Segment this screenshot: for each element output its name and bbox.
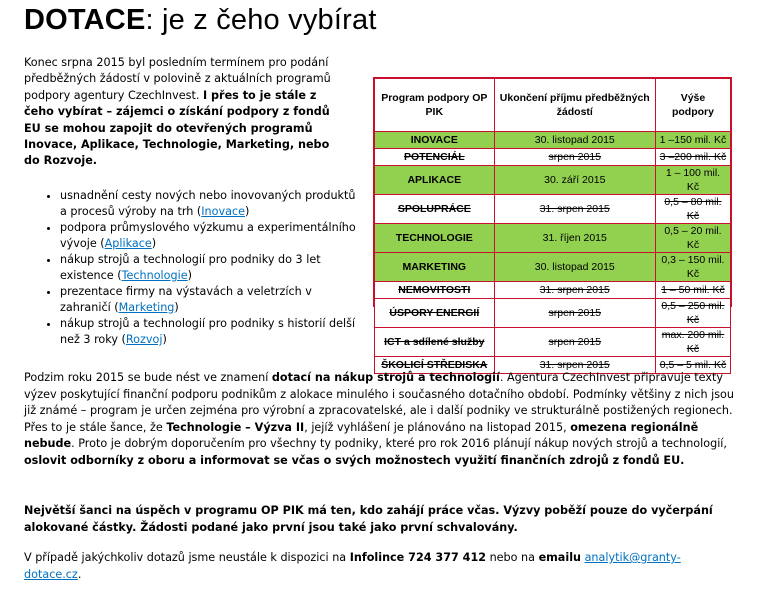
deadline: 31. srpen 2015	[494, 195, 655, 224]
link-aplikace[interactable]: Aplikace	[104, 237, 152, 250]
bullet-item-technologie	[60, 252, 360, 284]
amount: 1 –150 mil. Kč	[655, 132, 730, 149]
link-inovace[interactable]: Inovace	[201, 205, 245, 218]
program-name: MARKETING	[375, 253, 495, 282]
title-prefix: DOTACE	[24, 4, 146, 36]
text-span: . Proto je dobrým doporučením pro všechny ty podniky, které pro rok 2016 plánují nákup nových strojů a technologií,	[71, 437, 727, 451]
header-deadline: Ukončení příjmu předběžných žádostí	[494, 79, 655, 132]
link-marketing[interactable]: Marketing	[118, 301, 175, 314]
deadline: 30. listopad 2015	[494, 253, 655, 282]
amount: 1 – 100 mil. Kč	[655, 166, 730, 195]
text-span: . Agentura CzechInvest připravuje texty výzev poskytující finanční podporu podnikům z alokace minulého i současného dotačního období. Podmínky většiny z nich jsou již známé – program je určen zejména pro výrobní a zpracovatelské, ale i další podniky ve strukturálně postižených regionech. Přes to je stále šance, že	[24, 371, 734, 434]
bold-span: omezena regionálně nebude	[24, 420, 699, 451]
table-row	[375, 132, 731, 149]
table-row	[375, 195, 731, 224]
program-name: POTENCIÁL	[375, 149, 495, 166]
amount: 0,5 – 20 mil. Kč	[655, 224, 730, 253]
table-row	[375, 282, 731, 299]
bullet-text: usnadnění cesty nových nebo inovovaných produktů a procesů výroby na trh (	[60, 189, 356, 218]
header-amount: Výše podpory	[655, 79, 730, 132]
amount: 0,5 – 80 mil. Kč	[655, 195, 730, 224]
bullet-text: prezentace firmy na výstavách a veletrzích v zahraničí (	[60, 285, 312, 314]
table-row	[375, 166, 731, 195]
bullet-end: )	[245, 205, 250, 218]
intro-text: Konec srpna 2015 byl posledním termínem pro podání předběžných žádostí v polovině z aktuálních programů podpory agentury CzechInvest.	[24, 56, 331, 102]
program-name: ÚSPORY ENERGIÍ	[375, 299, 495, 328]
bullet-item-inovace	[60, 188, 360, 220]
bullet-text: nákup strojů a technologií pro podniky do 3 let existence (	[60, 253, 321, 282]
program-name: ICT a sdílené služby	[375, 328, 495, 357]
table-header-row	[375, 79, 731, 132]
autumn-paragraph	[24, 370, 736, 470]
program-name: INOVACE	[375, 132, 495, 149]
deadline: srpen 2015	[494, 149, 655, 166]
contact-paragraph	[24, 550, 736, 583]
bullet-text: podpora průmyslového výzkumu a experimentálního vývoje (	[60, 221, 356, 250]
deadline: 31. srpen 2015	[494, 282, 655, 299]
deadline: 31. říjen 2015	[494, 224, 655, 253]
email-label: emailu	[538, 551, 581, 564]
text-span: , jejíž vyhlášení je plánováno na listopad 2015,	[304, 420, 571, 434]
program-table	[374, 78, 731, 374]
email-link[interactable]: analytik@granty-dotace.cz	[24, 551, 681, 581]
intro-paragraph	[24, 55, 344, 170]
bullet-item-marketing	[60, 284, 360, 316]
program-name: NEMOVITOSTI	[375, 282, 495, 299]
program-name: ŠKOLICÍ STŘEDISKA	[375, 357, 495, 374]
deadline: srpen 2015	[494, 299, 655, 328]
deadline: 30. listopad 2015	[494, 132, 655, 149]
table-row	[375, 328, 731, 357]
deadline: 31. srpen 2015	[494, 357, 655, 374]
bullet-text: nákup strojů a technologií pro podniky s historií delší než 3 roky (	[60, 317, 356, 346]
text-span: Podzim roku 2015 se bude nést ve znamení	[24, 371, 272, 384]
amount: 0,5 – 250 mil. Kč	[655, 299, 730, 328]
bold-span: dotací na nákup strojů a technologií	[271, 371, 500, 384]
amount: 0,5 – 5 mil. Kč	[655, 357, 730, 374]
bullet-item-rozvoj	[60, 316, 360, 348]
bold-span: Technologie – Výzva II	[166, 420, 305, 434]
bullet-end: )	[162, 333, 167, 346]
table-row	[375, 224, 731, 253]
bold-span: oslovit odborníky z oboru a informovat se včas o svých možnostech využití finančních zdrojů z fondů EU.	[24, 453, 685, 467]
deadline: 30. září 2015	[494, 166, 655, 195]
table-row	[375, 299, 731, 328]
deadline: srpen 2015	[494, 328, 655, 357]
page-title	[24, 4, 377, 37]
bullet-end: )	[151, 237, 157, 250]
amount: 1 – 50 mil. Kč	[655, 282, 730, 299]
text-span: V případě jakýchkoliv dotazů jsme neustále k dispozici na	[24, 551, 350, 564]
program-bullet-list	[40, 188, 360, 348]
bullet-end: )	[174, 301, 179, 314]
link-rozvoj[interactable]: Rozvoj	[125, 333, 163, 346]
table-row	[375, 253, 731, 282]
table-row	[375, 149, 731, 166]
amount: max. 200 mil. Kč	[655, 328, 730, 357]
amount: 0,3 – 150 mil. Kč	[655, 253, 730, 282]
program-table-container	[373, 77, 732, 371]
amount: 3 –200 mil. Kč	[655, 149, 730, 166]
text-span: nebo na	[486, 551, 539, 564]
text-span: .	[77, 567, 82, 581]
bullet-item-aplikace	[60, 220, 360, 252]
program-name: TECHNOLOGIE	[375, 224, 495, 253]
infoline-number: Infolince 724 377 412	[349, 551, 487, 564]
intro-bold-text: I přes to je stále z čeho vybírat – zájemci o získání podpory z fondů EU se mohou zapojit do otevřených programů Inovace, Aplikace, Technologie, Marketing, nebo do Rozvoje.	[24, 88, 330, 168]
success-paragraph: Největší šanci na úspěch v programu OP PIK má ten, kdo zahájí práce včas. Výzvy poběží pouze do vyčerpání alokované částky. Žádosti podané jako první jsou také jako první schvalovány.	[24, 504, 713, 534]
program-name: APLIKACE	[375, 166, 495, 195]
program-name: SPOLUPRÁCE	[375, 195, 495, 224]
title-suffix: : je z čeho vybírat	[145, 4, 377, 36]
header-program: Program podpory OP PIK	[375, 79, 495, 132]
link-technologie[interactable]: Technologie	[121, 269, 188, 282]
bullet-end: )	[187, 269, 192, 282]
